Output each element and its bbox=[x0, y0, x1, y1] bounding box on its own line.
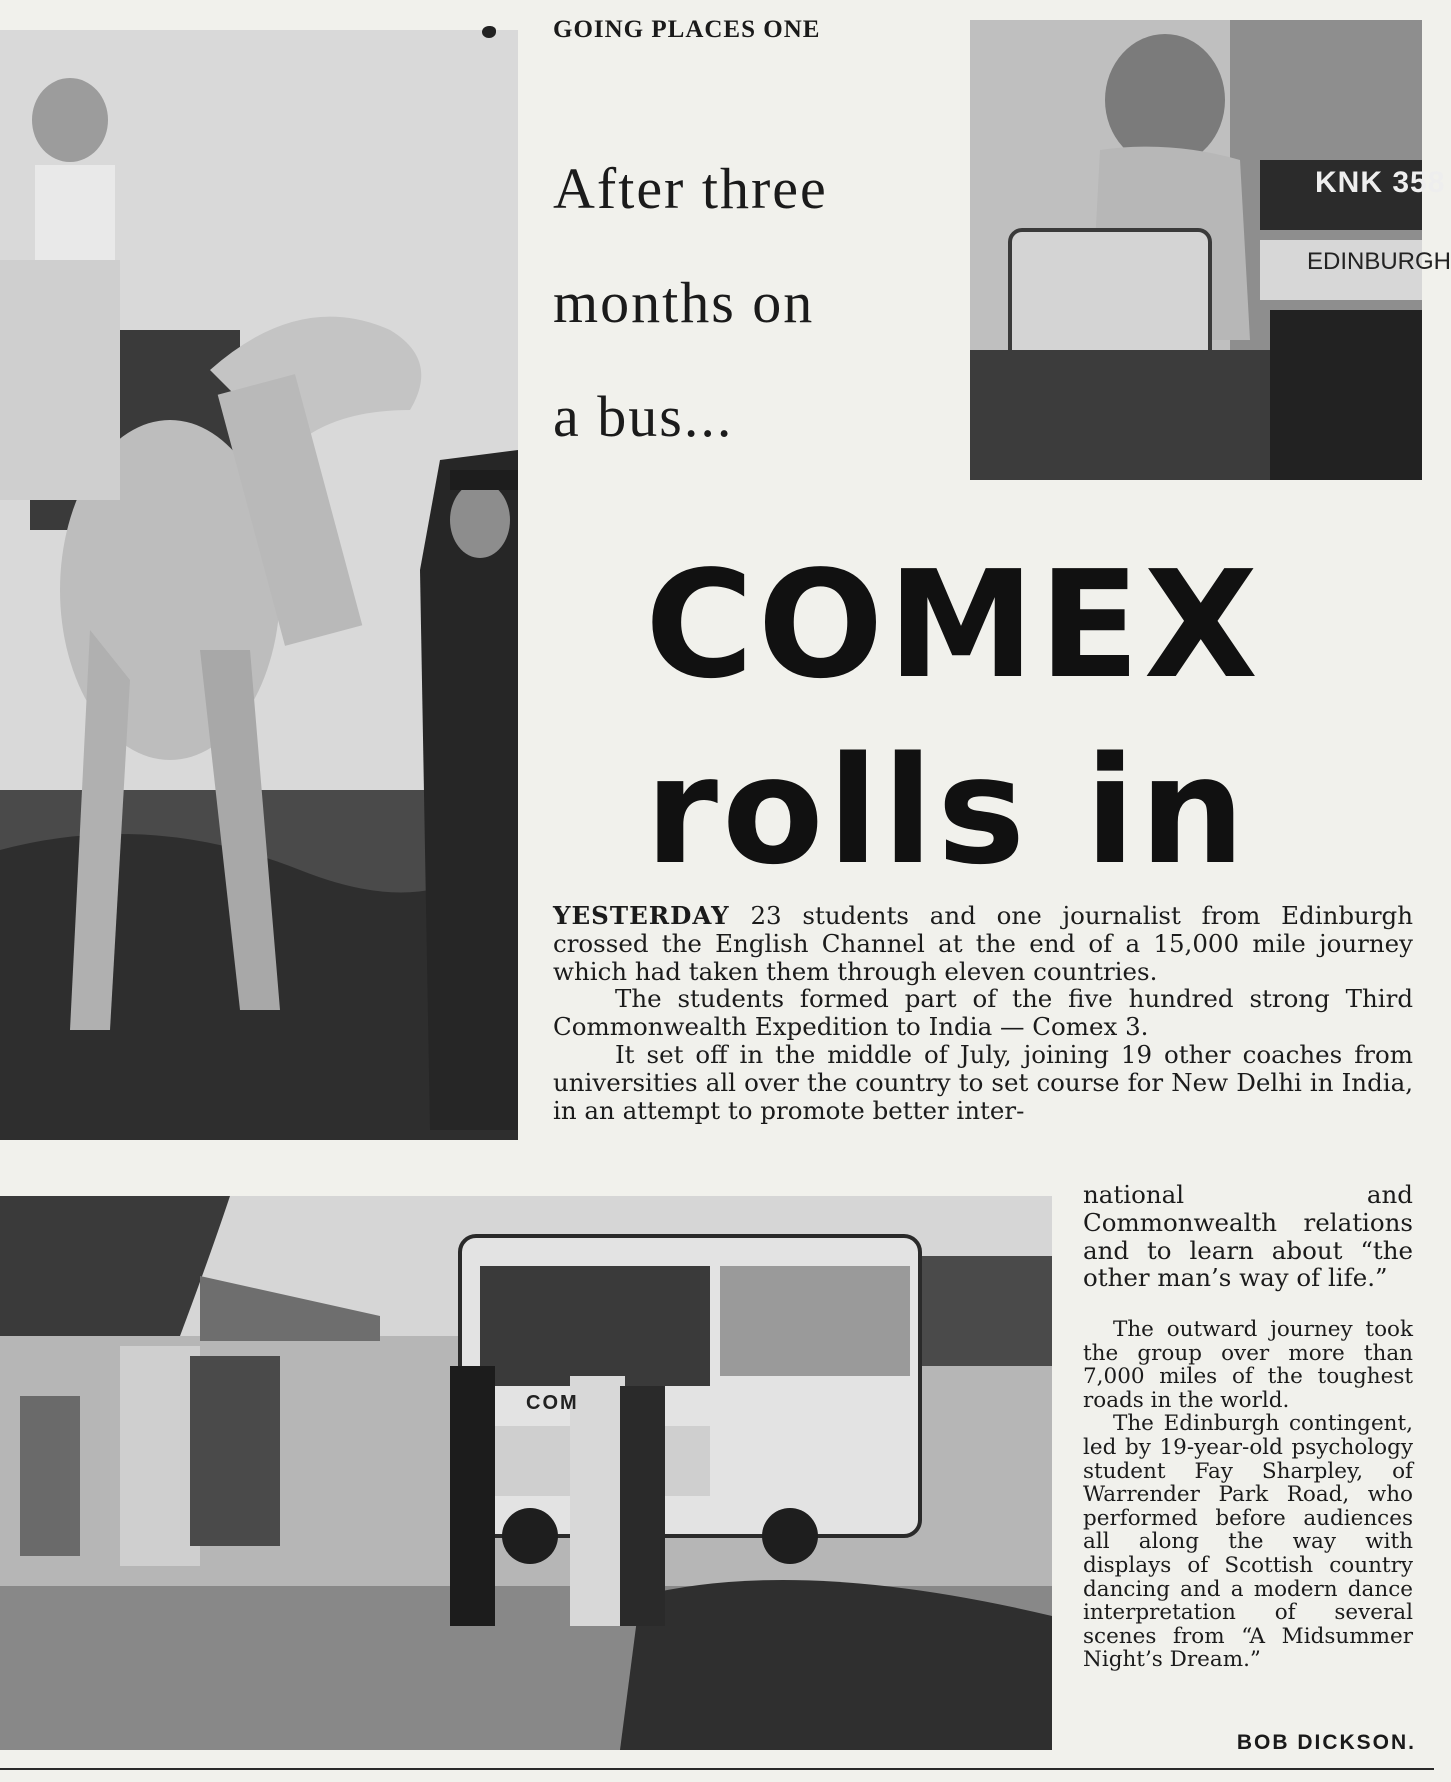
camel-photo bbox=[0, 30, 518, 1140]
paragraph-5: The Edinburgh contingent, led by 19-year-old psychology student Fay Sharpley, of Warrender Park Road, who performed before audiences all along the way with displays of Scottish country dancing and a modern dance interpretation of several scenes from “A Midsummer Night’s Dream.” bbox=[1083, 1411, 1413, 1673]
paragraph-3: It set off in the middle of July, joining 19 other coaches from universities all over the country to set course for New Delhi in India, in an attempt to promote better inter- bbox=[553, 1039, 1413, 1125]
lead-word: YESTERDAY bbox=[553, 901, 730, 930]
headline-line-1: COMEX bbox=[645, 539, 1262, 711]
kicker: GOING PLACES ONE bbox=[553, 16, 821, 43]
deck-line-3: a bus... bbox=[553, 384, 734, 449]
deck bbox=[553, 132, 963, 474]
paragraph-2: The students formed part of the five hundred strong Third Commonwealth Expedition to India — Comex 3. bbox=[553, 984, 1413, 1042]
plate-text: KNK 358 bbox=[1315, 166, 1446, 199]
byline: BOB DICKSON. bbox=[1236, 1731, 1416, 1754]
headline bbox=[645, 532, 1365, 904]
article-body-narrow bbox=[1083, 1181, 1413, 1292]
headline-line-2: rolls in bbox=[645, 725, 1249, 897]
article-body-narrow-2 bbox=[1083, 1318, 1413, 1672]
article-body-wide bbox=[553, 902, 1413, 1124]
cooking-photo bbox=[970, 20, 1451, 480]
bus-front-text: COM bbox=[526, 1392, 579, 1414]
deck-line-1: After three bbox=[553, 156, 828, 221]
paragraph-4: The outward journey took the group over more than 7,000 miles of the toughest roads in the world. bbox=[1083, 1317, 1413, 1413]
paragraph-1-text: 23 students and one journalist from Edinburgh crossed the English Channel at the end of a 15,000 mile journey which had taken them through eleven countries. bbox=[553, 901, 1413, 986]
deck-line-2: months on bbox=[553, 270, 815, 335]
paragraph-3-continued: national and Commonwealth relations and to learn about “the other man’s way of life.” bbox=[1083, 1180, 1413, 1293]
kicker-ornament bbox=[482, 26, 496, 38]
paragraph-1 bbox=[553, 902, 1413, 985]
destination-text: EDINBURGH bbox=[1307, 248, 1451, 275]
bottom-rule bbox=[0, 1768, 1434, 1770]
bus-photo bbox=[0, 1196, 1052, 1750]
